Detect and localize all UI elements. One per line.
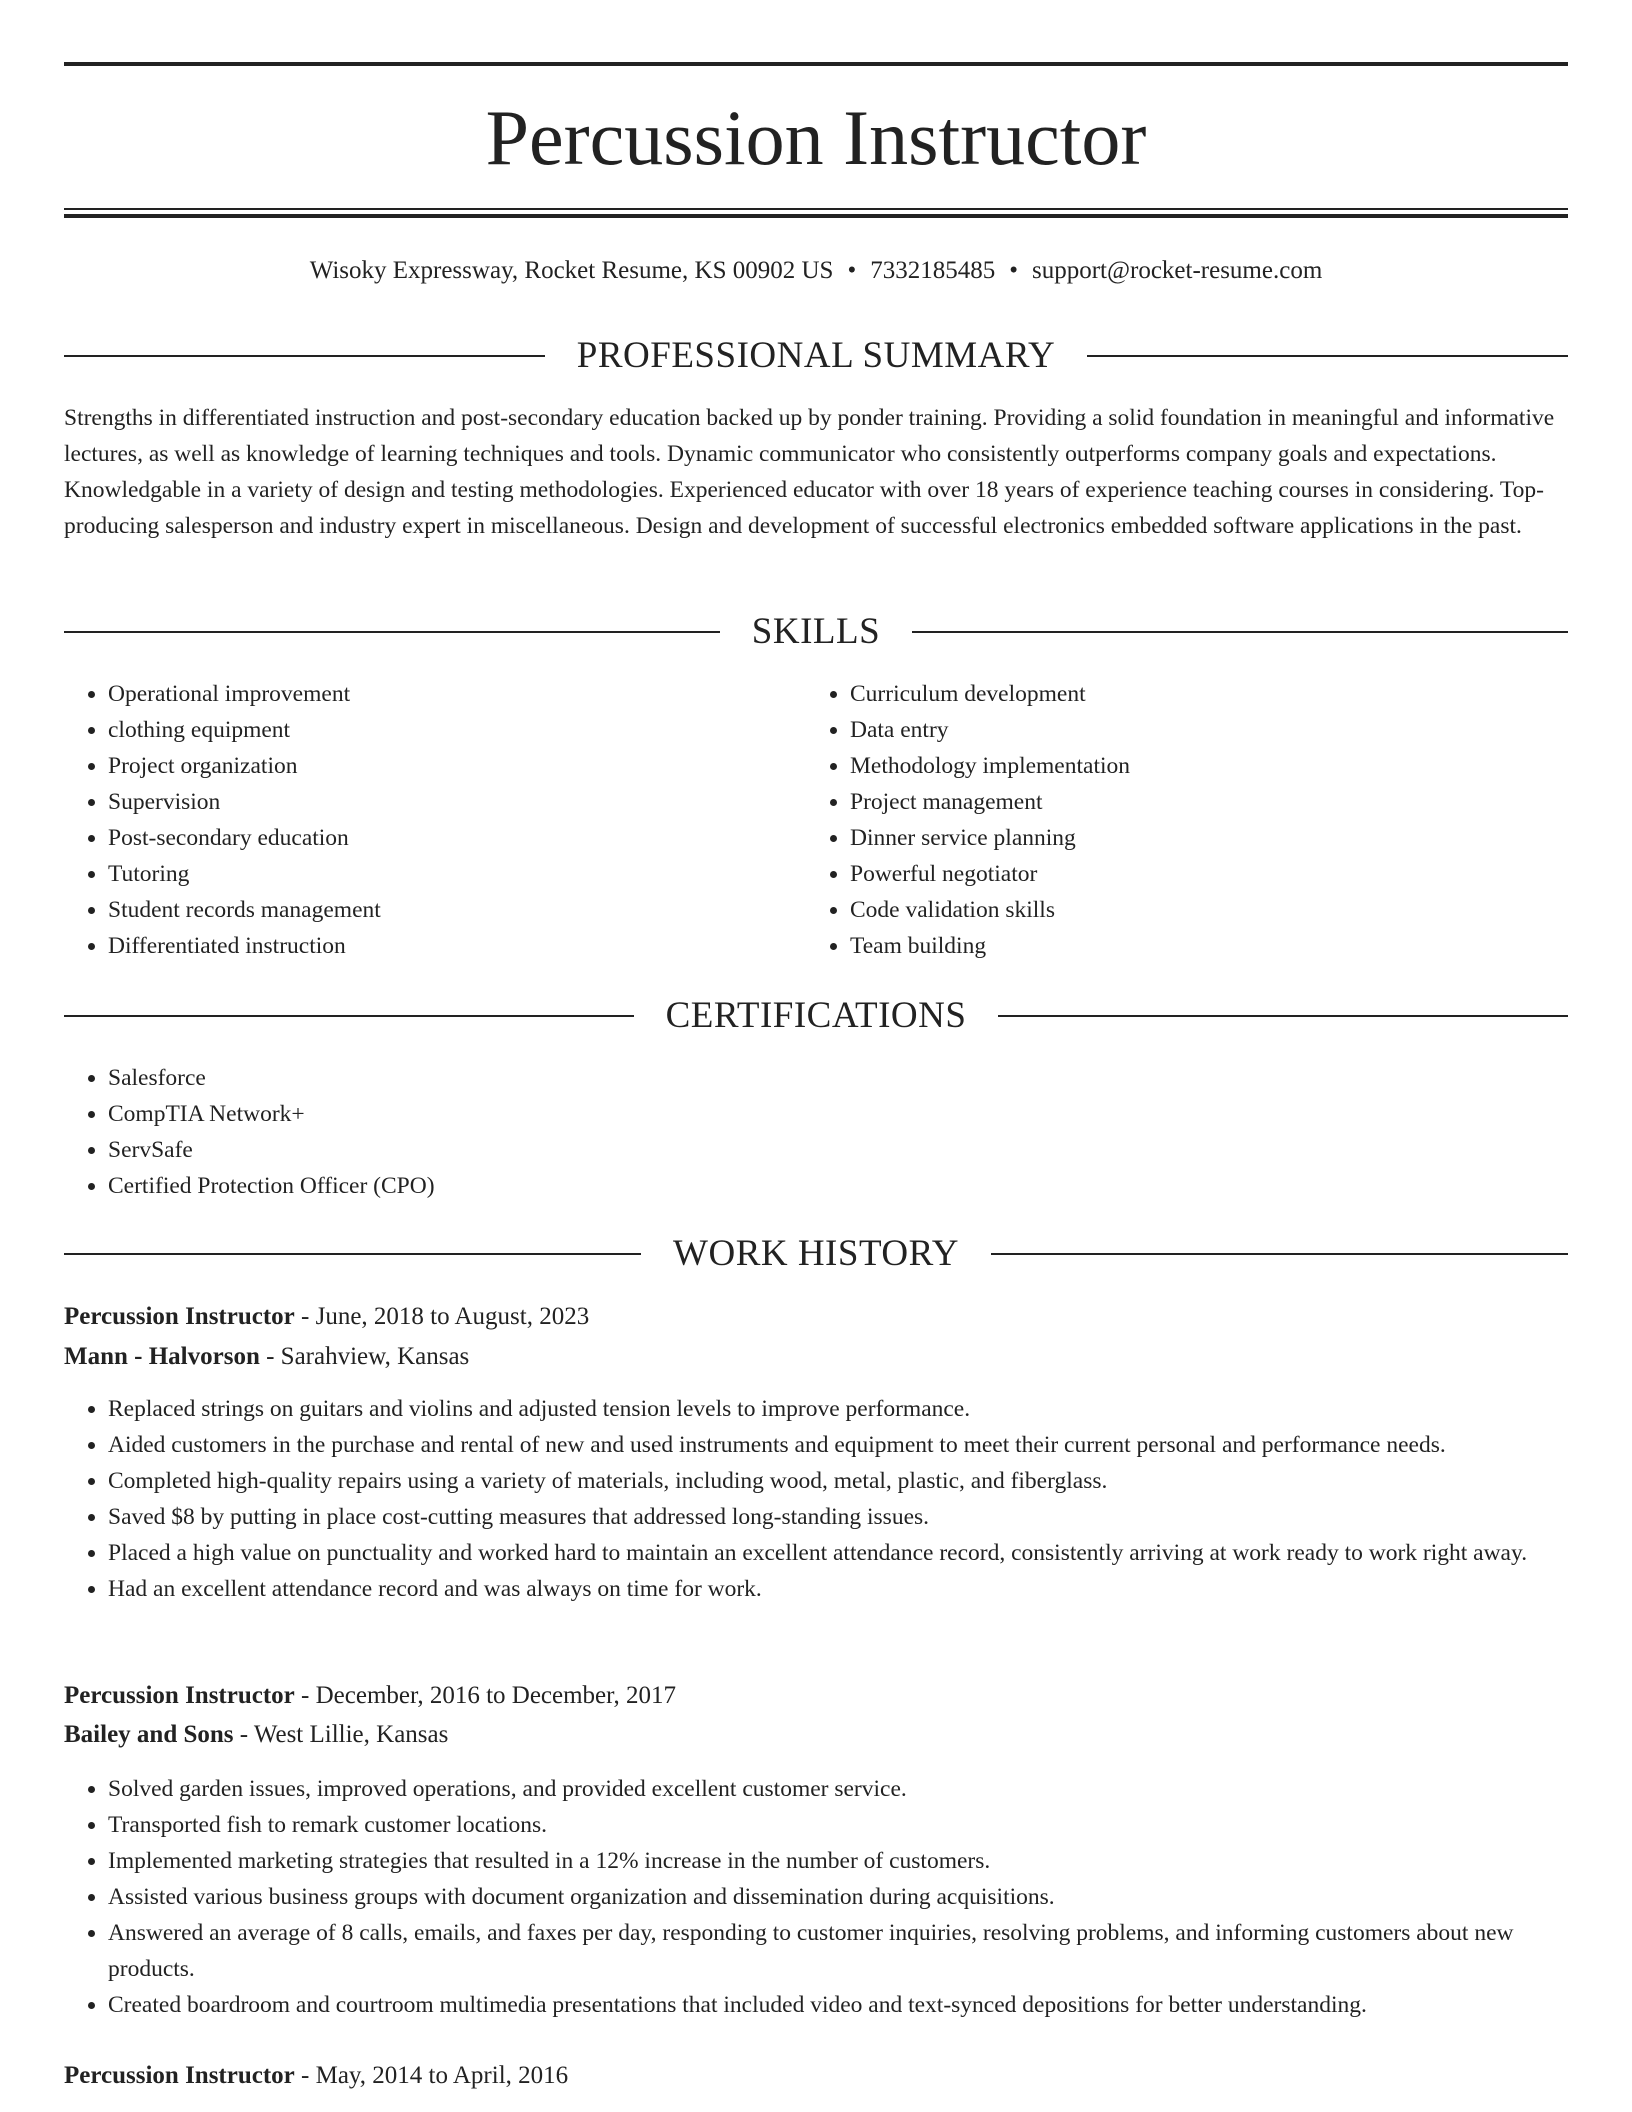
job-company-line (64, 1717, 1568, 1753)
contact-email: support@rocket-resume.com (1031, 257, 1323, 284)
heading-rule (64, 1015, 634, 1017)
skill-item: • clothing equipment (108, 712, 808, 748)
heading-rule (991, 1253, 1568, 1255)
work-history-heading (64, 1232, 1568, 1276)
job-dates: - December, 2016 to December, 2017 (294, 1682, 676, 1709)
skill-item: • Tutoring (108, 856, 808, 892)
job-title-line (64, 1299, 1568, 1335)
heading-rule (912, 631, 1568, 633)
job-title: Percussion Instructor (64, 1682, 295, 1709)
job-location: - Sarahview, Kansas (259, 1343, 470, 1370)
job-bullet: • Saved $8 by putting in place cost-cutting measures that addressed long-standing issues. (108, 1499, 1568, 1535)
heading-rule (998, 1015, 1568, 1017)
job-bullet: • Created boardroom and courtroom multimedia presentations that included video and text-synced depositions for better understanding. (108, 1987, 1568, 2023)
job-dates: - June, 2018 to August, 2023 (294, 1303, 590, 1330)
heading-rule (64, 631, 720, 633)
skills-list-left (64, 676, 808, 964)
skills-list-right (806, 676, 1550, 964)
skill-item: • Methodology implementation (850, 748, 1550, 784)
job-bullet: • Replaced strings on guitars and violins and adjusted tension levels to improve performance. (108, 1391, 1568, 1427)
job-company: Mann - Halvorson (64, 1343, 260, 1370)
work-history-title: WORK HISTORY (673, 1233, 959, 1274)
summary-heading (64, 334, 1568, 378)
skill-item: • Student records management (108, 892, 808, 928)
job-title: Percussion Instructor (64, 1303, 295, 1330)
name-rule-upper (64, 208, 1568, 210)
summary-text: Strengths in differentiated instruction and post-secondary education backed up by ponder training. Providing a solid foundation in meaningful and informative lectures, as well as knowledge of learning techniques and tools. Dynamic communicator who consistently outperforms company goals and expectations. Knowledgable in a variety of design and testing methodologies. Experienced educator with over 18 years of experience teaching courses in considering. Top-producing salesperson and industry expert in miscellaneous. Design and development of successful electronics embedded software applications in the past. (64, 405, 1555, 539)
job-bullet: • Assisted various business groups with document organization and dissemination during acquisitions. (108, 1879, 1568, 1915)
contact-line (64, 254, 1568, 288)
skill-item: • Project management (850, 784, 1550, 820)
skill-item: • Dinner service planning (850, 820, 1550, 856)
certification-item: • Certified Protection Officer (CPO) (108, 1168, 1568, 1204)
skill-item: • Supervision (108, 784, 808, 820)
certification-item: • Salesforce (108, 1060, 1568, 1096)
job-bullet: • Answered an average of 8 calls, emails, and faxes per day, responding to customer inquiries, resolving problems, and informing customers about new products. (108, 1915, 1568, 1987)
skill-item: • Team building (850, 928, 1550, 964)
skill-item: • Project organization (108, 748, 808, 784)
skill-item: • Powerful negotiator (850, 856, 1550, 892)
skill-item: • Curriculum development (850, 676, 1550, 712)
job-bullets (64, 1771, 1568, 2023)
job-bullet: • Had an excellent attendance record and was always on time for work. (108, 1571, 1568, 1607)
job-title-line (64, 1678, 1568, 1714)
skill-item: • Operational improvement (108, 676, 808, 712)
skill-item: • Post-secondary education (108, 820, 808, 856)
contact-address: Wisoky Expressway, Rocket Resume, KS 00902 US (309, 257, 834, 284)
job-bullet: • Implemented marketing strategies that resulted in a 12% increase in the number of customers. (108, 1843, 1568, 1879)
summary-title: PROFESSIONAL SUMMARY (576, 335, 1056, 376)
job-bullet: • Completed high-quality repairs using a variety of materials, including wood, metal, plastic, and fiberglass. (108, 1463, 1568, 1499)
skills-heading (64, 610, 1568, 654)
job-company: Bailey and Sons (64, 1721, 234, 1748)
certifications-heading (64, 994, 1568, 1038)
top-rule (64, 62, 1568, 66)
resume-name: Percussion Instructor (485, 94, 1147, 181)
skill-item: • Code validation skills (850, 892, 1550, 928)
job-company-line (64, 1339, 1568, 1375)
heading-rule (64, 1253, 641, 1255)
job-dates: - May, 2014 to April, 2016 (294, 2062, 569, 2089)
certifications-list (64, 1060, 1568, 1204)
contact-separator: • (1009, 257, 1018, 284)
contact-phone: 7332185485 (870, 257, 996, 284)
certification-item: • ServSafe (108, 1132, 1568, 1168)
heading-rule (1087, 355, 1568, 357)
skills-title: SKILLS (751, 611, 881, 652)
skill-item: • Differentiated instruction (108, 928, 808, 964)
job-title-line (64, 2058, 1568, 2094)
certifications-title: CERTIFICATIONS (665, 995, 967, 1036)
certification-item: • CompTIA Network+ (108, 1096, 1568, 1132)
job-bullet: • Solved garden issues, improved operations, and provided excellent customer service. (108, 1771, 1568, 1807)
job-title: Percussion Instructor (64, 2062, 295, 2089)
job-bullet: • Aided customers in the purchase and rental of new and used instruments and equipment to meet their current personal and performance needs. (108, 1427, 1568, 1463)
job-bullets (64, 1391, 1568, 1607)
job-bullet: • Transported fish to remark customer locations. (108, 1807, 1568, 1843)
job-location: - West Lillie, Kansas (233, 1721, 449, 1748)
job-bullet: • Placed a high value on punctuality and worked hard to maintain an excellent attendance record, consistently arriving at work ready to work right away. (108, 1535, 1568, 1571)
contact-separator: • (847, 257, 857, 284)
skill-item: • Data entry (850, 712, 1550, 748)
name-rule-lower (64, 214, 1568, 218)
heading-rule (64, 355, 545, 357)
